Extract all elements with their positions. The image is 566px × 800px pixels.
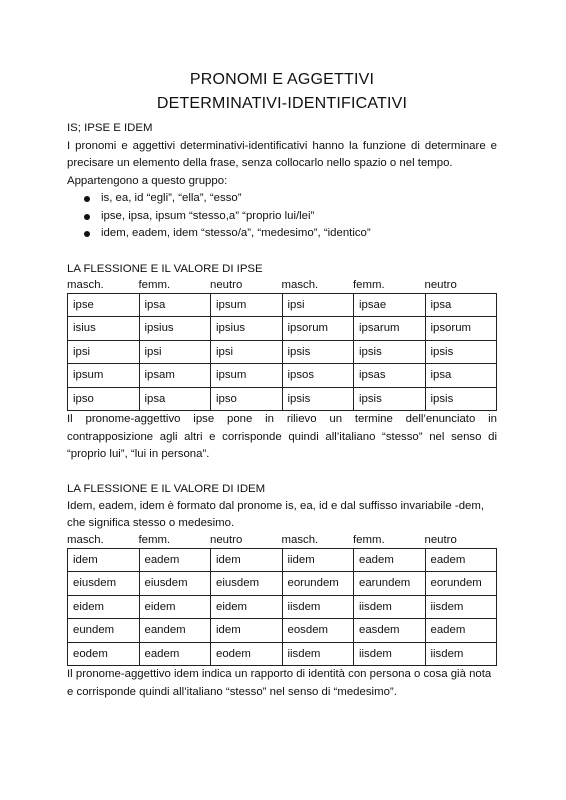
table-cell: eorundem bbox=[425, 572, 497, 596]
document-page bbox=[67, 0, 497, 701]
intro-paragraph: I pronomi e aggettivi determinativi-identificativi hanno la funzione di determinare e precisare un elemento della frase, senza collocarlo nello spazio o nel tempo. bbox=[67, 139, 497, 169]
page-title bbox=[67, 68, 497, 116]
table-cell: iisdem bbox=[282, 595, 354, 619]
table-cell: ipsius bbox=[211, 317, 283, 341]
table-cell: ipsi bbox=[139, 340, 211, 364]
table-cell: ipsi bbox=[68, 340, 140, 364]
table-cell: ipsa bbox=[425, 364, 497, 388]
column-header: femm. bbox=[353, 278, 385, 291]
table-cell: eidem bbox=[211, 595, 283, 619]
table-cell: eadem bbox=[139, 642, 211, 666]
table-cell: ipsum bbox=[211, 364, 283, 388]
title-line-1: PRONOMI E AGGETTIVI bbox=[189, 71, 375, 88]
table-cell: ipsis bbox=[354, 387, 426, 411]
table-row bbox=[68, 387, 497, 411]
table-row bbox=[68, 572, 497, 596]
table-cell: ipsum bbox=[211, 293, 283, 317]
table-cell: iisdem bbox=[354, 642, 426, 666]
idem-intro: Idem, eadem, idem è formato dal pronome is, ea, id e dal suffisso invariabile -dem, che significa stesso o medesimo. bbox=[67, 499, 485, 529]
column-header: femm. bbox=[353, 533, 385, 546]
table-cell: ipsam bbox=[139, 364, 211, 388]
table-cell: eundem bbox=[68, 619, 140, 643]
table-cell: ipsis bbox=[282, 340, 354, 364]
table-cell: ipsa bbox=[139, 387, 211, 411]
table-cell: iidem bbox=[282, 548, 354, 572]
table-cell: eadem bbox=[425, 548, 497, 572]
table-cell: ipsius bbox=[139, 317, 211, 341]
table-cell: idem bbox=[68, 548, 140, 572]
column-header: neutro bbox=[424, 278, 457, 291]
table-cell: ipse bbox=[68, 293, 140, 317]
table-cell: eodem bbox=[211, 642, 283, 666]
table-cell: iisdem bbox=[282, 642, 354, 666]
idem-table bbox=[67, 548, 497, 667]
table-cell: eodem bbox=[68, 642, 140, 666]
table-row bbox=[68, 548, 497, 572]
table-cell: idem bbox=[211, 619, 283, 643]
table-cell: earundem bbox=[354, 572, 426, 596]
ipse-table bbox=[67, 293, 497, 412]
column-header: masch. bbox=[281, 278, 319, 291]
intro-lead: Appartengono a questo gruppo: bbox=[67, 174, 228, 187]
table-cell: eiusdem bbox=[211, 572, 283, 596]
ipse-column-headers bbox=[67, 278, 497, 293]
table-cell: ipsarum bbox=[354, 317, 426, 341]
table-cell: ipsis bbox=[425, 387, 497, 411]
bullet-item: ipse, ipsa, ipsum “stesso,a” “proprio lui/lei” bbox=[84, 208, 497, 226]
idem-heading: LA FLESSIONE E IL VALORE DI IDEM bbox=[67, 482, 266, 495]
column-header: masch. bbox=[67, 533, 104, 546]
table-cell: ipsi bbox=[211, 340, 283, 364]
table-row bbox=[68, 293, 497, 317]
table-cell: ipsis bbox=[425, 340, 497, 364]
table-cell: ipso bbox=[68, 387, 140, 411]
ipse-heading: LA FLESSIONE E IL VALORE DI IPSE bbox=[67, 262, 263, 275]
bullet-item: is, ea, id “egli”, “ella”, “esso” bbox=[84, 190, 497, 208]
intro-heading: IS; IPSE E IDEM bbox=[67, 122, 153, 134]
table-cell: ipsa bbox=[139, 293, 211, 317]
table-row bbox=[68, 595, 497, 619]
table-cell: eiusdem bbox=[68, 572, 140, 596]
table-row bbox=[68, 619, 497, 643]
ipse-note: Il pronome-aggettivo ipse pone in rilievo un termine dell’enunciato in contrapposizione agli altri e corrisponde quindi all’italiano “stesso” nel senso di “proprio lui”, “lui in persona”. bbox=[67, 413, 497, 460]
table-cell: eandem bbox=[139, 619, 211, 643]
ipse-section bbox=[67, 261, 497, 464]
table-row bbox=[68, 364, 497, 388]
table-cell: eorundem bbox=[282, 572, 354, 596]
bullet-item: idem, eadem, idem “stesso/a”, “medesimo”, “identico” bbox=[84, 225, 497, 243]
idem-column-headers bbox=[67, 533, 497, 548]
column-header: femm. bbox=[138, 278, 171, 291]
table-cell: eadem bbox=[425, 619, 497, 643]
table-cell: ipsum bbox=[68, 364, 140, 388]
column-header: masch. bbox=[67, 278, 104, 291]
table-cell: ipso bbox=[211, 387, 283, 411]
column-header: neutro bbox=[424, 533, 457, 546]
column-header: neutro bbox=[210, 533, 243, 546]
table-cell: easdem bbox=[354, 619, 426, 643]
title-line-2: DETERMINATIVI-IDENTIFICATIVI bbox=[156, 95, 408, 112]
table-cell: ipsi bbox=[282, 293, 354, 317]
table-cell: ipsis bbox=[354, 340, 426, 364]
table-cell: ipsis bbox=[282, 387, 354, 411]
table-cell: ipsas bbox=[354, 364, 426, 388]
table-cell: isius bbox=[68, 317, 140, 341]
table-cell: eadem bbox=[139, 548, 211, 572]
table-cell: iisdem bbox=[354, 595, 426, 619]
table-cell: eidem bbox=[68, 595, 140, 619]
table-row bbox=[68, 317, 497, 341]
table-row bbox=[68, 642, 497, 666]
table-cell: idem bbox=[211, 548, 283, 572]
table-cell: eidem bbox=[139, 595, 211, 619]
table-cell: ipsorum bbox=[282, 317, 354, 341]
intro-bullet-list bbox=[67, 190, 497, 243]
table-cell: ipsa bbox=[425, 293, 497, 317]
table-cell: ipsos bbox=[282, 364, 354, 388]
column-header: femm. bbox=[138, 533, 171, 546]
table-cell: eiusdem bbox=[139, 572, 211, 596]
table-cell: ipsae bbox=[354, 293, 426, 317]
idem-section bbox=[67, 481, 497, 702]
table-cell: eadem bbox=[354, 548, 426, 572]
intro-section bbox=[67, 120, 497, 243]
table-row bbox=[68, 340, 497, 364]
table-cell: iisdem bbox=[425, 595, 497, 619]
idem-note: Il pronome-aggettivo idem indica un rapporto di identità con persona o cosa già nota e corrisponde quindi all’italiano “stesso” nel senso di “medesimo”. bbox=[67, 668, 492, 698]
column-header: masch. bbox=[281, 533, 319, 546]
table-cell: ipsorum bbox=[425, 317, 497, 341]
table-cell: eosdem bbox=[282, 619, 354, 643]
column-header: neutro bbox=[210, 278, 243, 291]
table-cell: iisdem bbox=[425, 642, 497, 666]
